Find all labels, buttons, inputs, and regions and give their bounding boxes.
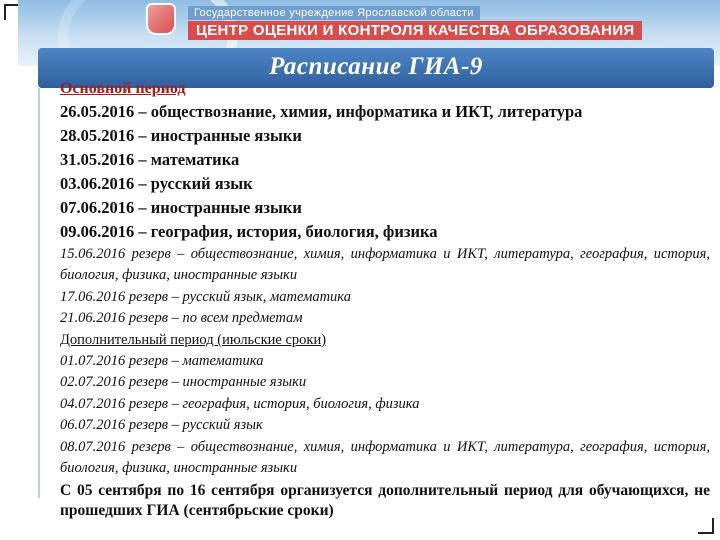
schedule-content: [60, 80, 710, 521]
exam-line: 31.05.2016 – математика: [60, 149, 240, 169]
reserve-line: 04.07.2016 резерв – география, история, биология, физика: [60, 395, 420, 412]
exam-line: 28.05.2016 – иностранные языки: [60, 125, 302, 145]
reserve-line: 06.07.2016 резерв – русский язык: [60, 417, 263, 434]
org-name-large: ЦЕНТР ОЦЕНКИ И КОНТРОЛЯ КАЧЕСТВА ОБРАЗОВАНИЯ: [188, 21, 642, 40]
main-period-heading: Основной период: [60, 80, 186, 97]
additional-period-heading: Дополнительный период (июльские сроки): [60, 331, 327, 348]
exam-line: 09.06.2016 – география, история, биология, физика: [60, 221, 438, 241]
exam-line: 03.06.2016 – русский язык: [60, 173, 253, 193]
exam-line: 26.05.2016 – обществознание, химия, информатика и ИКТ, литература: [60, 101, 583, 121]
org-logo-icon: [146, 3, 176, 35]
exam-line: 07.06.2016 – иностранные языки: [60, 197, 302, 217]
reserve-line: 01.07.2016 резерв – математика: [60, 352, 264, 369]
left-divider: [38, 88, 40, 498]
reserve-line: 08.07.2016 резерв – обществознание, химия, информатика и ИКТ, литература, география, история, биология, физика, иностранные языки: [60, 438, 710, 477]
page-title: Расписание ГИА-9: [269, 53, 483, 80]
september-note: С 05 сентября по 16 сентября организуется дополнительный период для обучающихся, не прошедших ГИА (сентябрьские сроки): [60, 481, 710, 519]
org-name-small: Государственное учреждение Ярославской области: [188, 6, 480, 20]
reserve-line: 02.07.2016 резерв – иностранные языки: [60, 374, 307, 391]
reserve-line: 21.06.2016 резерв – по всем предметам: [60, 310, 303, 327]
reserve-line: 17.06.2016 резерв – русский язык, математика: [60, 288, 351, 305]
reserve-line: 15.06.2016 резерв – обществознание, химия, информатика и ИКТ, литература, география, история, биология, физика, иностранные языки: [60, 245, 710, 284]
